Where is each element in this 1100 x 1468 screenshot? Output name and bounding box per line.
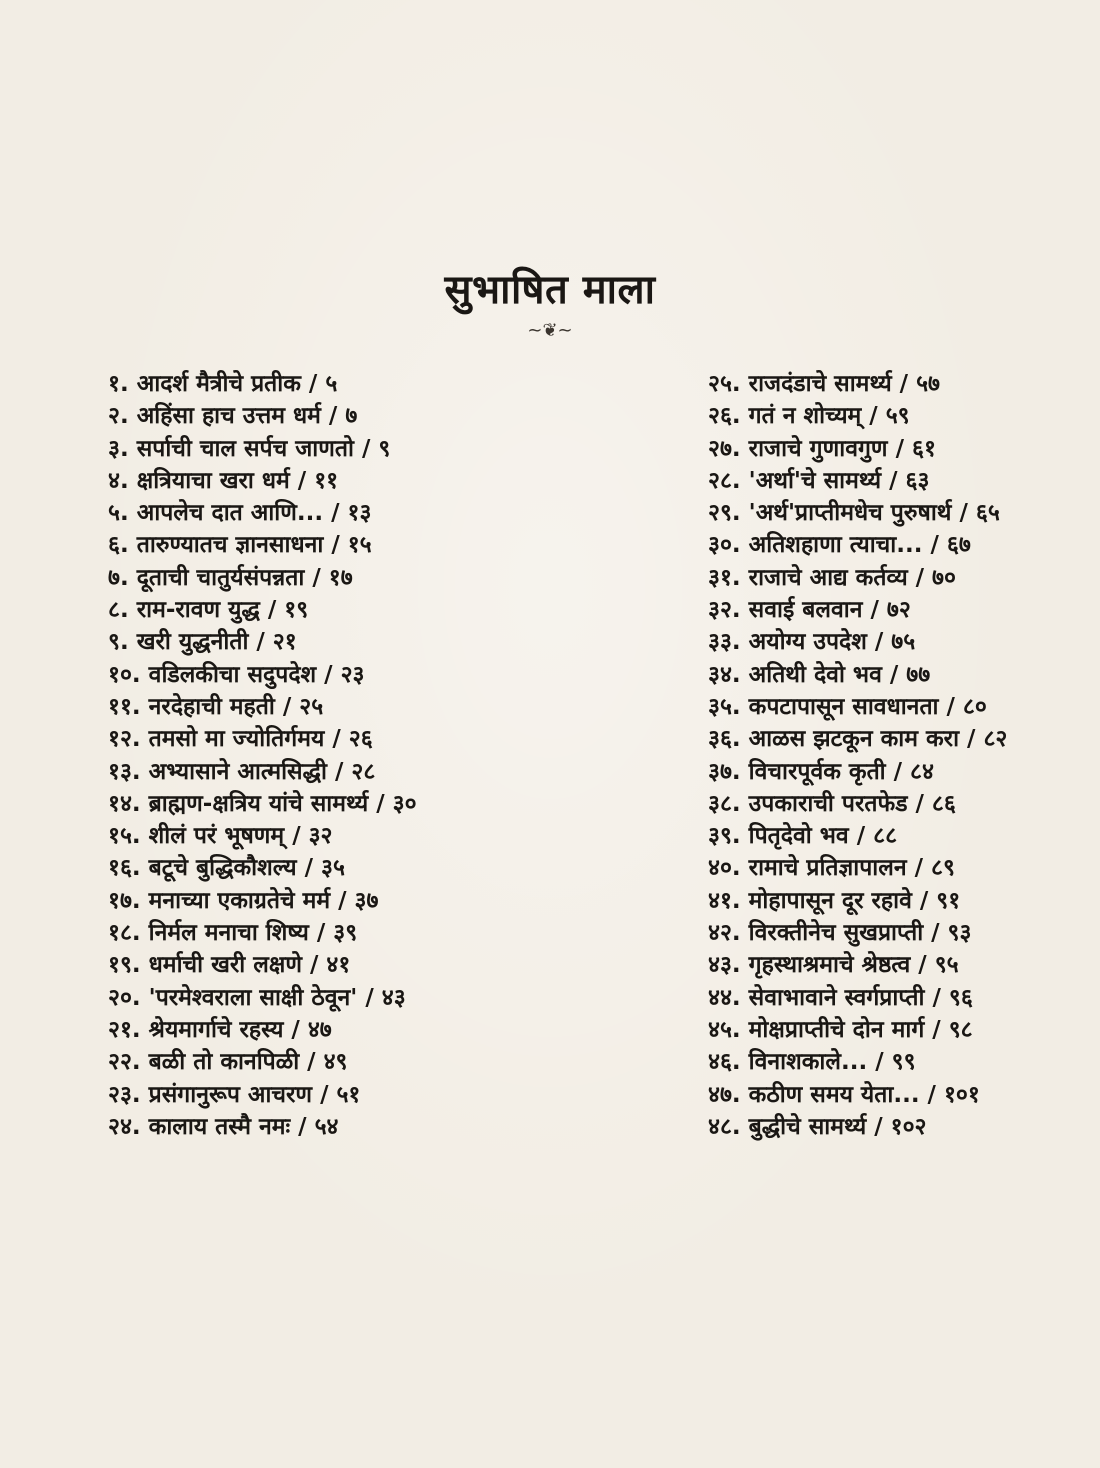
- contents-entry: ४७. कठीण समय येता... / १०१: [708, 1081, 980, 1108]
- contents-entry: ७. दूताची चातुर्यसंपन्नता / १७: [108, 564, 353, 591]
- contents-entry: ३४. अतिथी देवो भव / ७७: [708, 661, 931, 688]
- contents-entry: १. आदर्श मैत्रीचे प्रतीक / ५: [108, 371, 338, 397]
- contents-entry: ४४. सेवाभावाने स्वर्गप्राप्ती / ९६: [708, 984, 973, 1011]
- contents-entry: २९. 'अर्थ'प्राप्तीमधेच पुरुषार्थ / ६५: [708, 500, 1000, 527]
- contents-entry: ९. खरी युद्धनीती / २१: [108, 629, 297, 656]
- contents-entry: १३. अभ्यासाने आत्मसिद्धी / २८: [108, 758, 376, 785]
- contents-entry: ३७. विचारपूर्वक कृती / ८४: [708, 758, 934, 785]
- contents-entry: १४. ब्राह्मण-क्षत्रिय यांचे सामर्थ्य / ३०: [108, 790, 417, 817]
- contents-entry: २२. बळी तो कानपिळी / ४९: [108, 1049, 348, 1076]
- contents-entry: ३१. राजाचे आद्य कर्तव्य / ७०: [708, 564, 956, 591]
- contents-entry: ४०. रामाचे प्रतिज्ञापालन / ८९: [708, 855, 955, 882]
- ornament-divider: ~❦~: [527, 320, 573, 341]
- contents-entry: १०. वडिलकीचा सदुपदेश / २३: [108, 661, 365, 688]
- contents-entry: ११. नरदेहाची महती / २५: [108, 693, 324, 720]
- page-title: सुभाषित माला: [444, 267, 656, 313]
- contents-entry: २४. कालाय तस्मै नमः / ५४: [108, 1113, 339, 1140]
- contents-entry: ३६. आळस झटकून काम करा / ८२: [708, 726, 1008, 753]
- contents-entry: १८. निर्मल मनाचा शिष्य / ३९: [108, 920, 358, 947]
- contents-entry: २०. 'परमेश्वराला साक्षी ठेवून' / ४३: [108, 984, 406, 1011]
- contents-entry: २८. 'अर्था'चे सामर्थ्य / ६३: [708, 467, 930, 494]
- contents-entry: २१. श्रेयमार्गाचे रहस्य / ४७: [108, 1016, 332, 1043]
- contents-entry: २७. राजाचे गुणावगुण / ६१: [708, 435, 936, 462]
- contents-entry: ६. तारुण्यातच ज्ञानसाधना / १५: [108, 532, 372, 559]
- contents-entry: १७. मनाच्या एकाग्रतेचे मर्म / ३७: [108, 887, 379, 914]
- contents-entry: २३. प्रसंगानुरूप आचरण / ५१: [108, 1081, 361, 1108]
- contents-entry: ४६. विनाशकाले... / ९९: [708, 1049, 916, 1076]
- contents-entry: ८. राम-रावण युद्ध / १९: [108, 597, 309, 624]
- contents-left-column: [108, 368, 548, 1143]
- contents-entry: ३२. सवाई बलवान / ७२: [708, 597, 911, 624]
- contents-entry: ४. क्षत्रियाचा खरा धर्म / ११: [108, 467, 339, 494]
- contents-entry: १६. बटूचे बुद्धिकौशल्य / ३५: [108, 855, 345, 882]
- contents-entry: १२. तमसो मा ज्योतिर्गमय / २६: [108, 726, 373, 753]
- contents-entry: ३. सर्पाची चाल सर्पच जाणतो / ९: [108, 435, 391, 462]
- contents-entry: २५. राजदंडाचे सामर्थ्य / ५७: [708, 371, 940, 397]
- contents-entry: ३०. अतिशहाणा त्याचा... / ६७: [708, 532, 971, 559]
- contents-entry: ४२. विरक्तीनेच सुखप्राप्ती / ९३: [708, 920, 972, 947]
- contents-entry: ५. आपलेच दात आणि... / १३: [108, 500, 372, 527]
- contents-entry: ४५. मोक्षप्राप्तीचे दोन मार्ग / ९८: [708, 1016, 973, 1043]
- contents-entry: ३५. कपटापासून सावधानता / ८०: [708, 693, 987, 720]
- contents-entry: ३८. उपकाराची परतफेड / ८६: [708, 790, 956, 817]
- contents-entry: ३३. अयोग्य उपदेश / ७५: [708, 629, 916, 656]
- contents-entry: ३९. पितृदेवो भव / ८८: [708, 823, 898, 850]
- contents-entry: १९. धर्माची खरी लक्षणे / ४१: [108, 952, 351, 979]
- contents-entry: ४८. बुद्धीचे सामर्थ्य / १०२: [708, 1113, 927, 1140]
- contents-entry: २६. गतं न शोच्यम् / ५९: [708, 403, 910, 430]
- contents-right-column: [708, 368, 1088, 1143]
- contents-entry: २. अहिंसा हाच उत्तम धर्म / ७: [108, 403, 358, 430]
- contents-entry: ४१. मोहापासून दूर रहावे / ९१: [708, 887, 961, 914]
- contents-entry: ४३. गृहस्थाश्रमाचे श्रेष्ठत्व / ९५: [708, 952, 959, 979]
- contents-entry: १५. शीलं परं भूषणम् / ३२: [108, 823, 333, 850]
